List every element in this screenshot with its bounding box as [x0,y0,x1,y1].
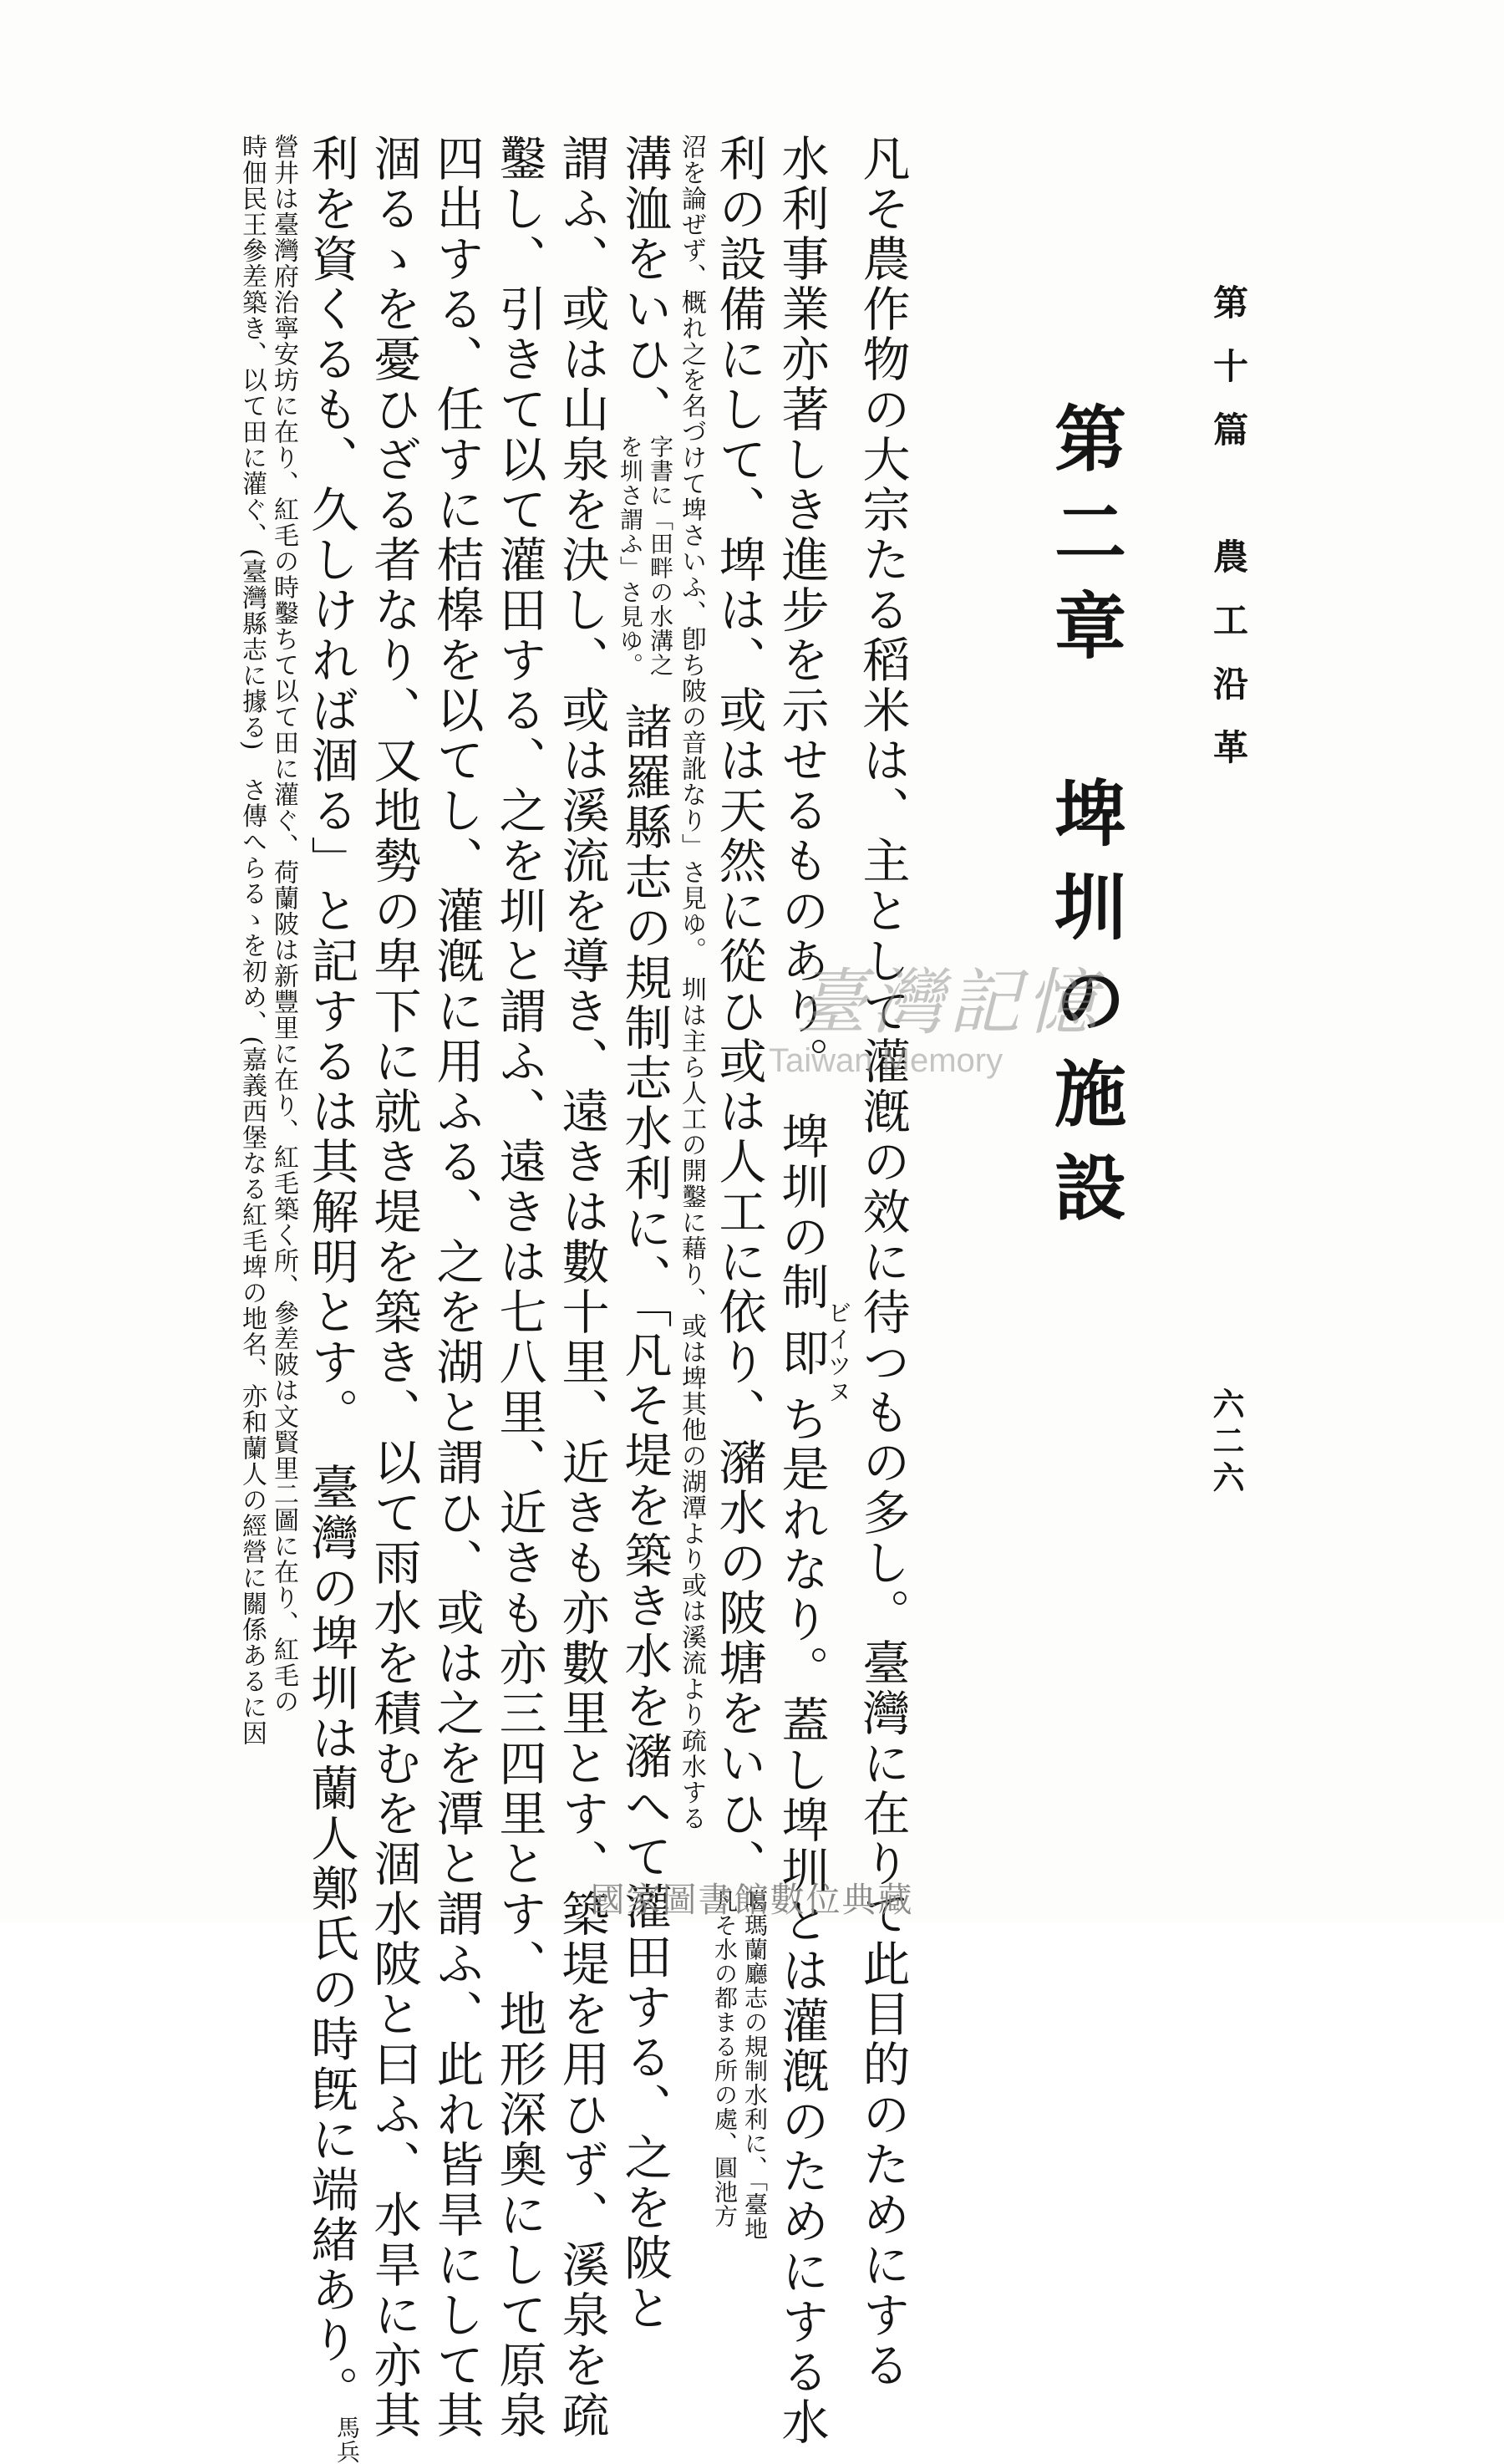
text-column-note: 時佃民王參差築き、以て田に灌ぐ、(臺灣縣志に據る) さ傳へらるゝを初め、(嘉義西堡なる紅毛埤の地名、亦和蘭人の經營に關係あるに因 [237,134,267,1747]
text-column-note: 沼を論ぜず、概れ之を名づけて埤さいふ、卽ち陂の音訛なり」さ見ゆ。 圳は主ら人工の開鑿に藉り、或は埤其他の湖潭より或は溪流より疏水する [677,134,706,1831]
inline-note: 馬兵 [333,2416,361,2464]
text-column: 四出する、任すに桔槔を以てし、灌漑に用ふる、之を湖と謂ひ、或は之を潭と謂ふ、此れ皆旱にして其 [429,134,484,2441]
page-number: 六二六 [1207,1387,1245,1498]
note-line: を圳さ謂ふ」さ見ゆ。 [617,435,644,677]
text-run: 溝洫をいひ、 [617,134,672,435]
running-header: 第十篇 農工沿革 [1208,284,1249,792]
text-column: 鑿し、引きて以て灌田する、之を圳と謂ふ、遠きは七八里、近きも亦三四里とす、地形深奧にして原泉 [491,134,546,2441]
text-column [299,134,362,2464]
watermark-text: 臺灣記憶 [795,961,1102,1045]
ruby-base: 即 [774,1301,829,1406]
text-run: ち是れなり。蓋し埤圳とは灌漑のためにする水 [774,1394,829,2447]
note-line: 字書に「田畔の水溝之 [647,435,674,677]
text-run: 利の設備にして、埤は、或は天然に從ひ或は人工に依り、瀦水の陂塘をいひ、 [711,134,766,1889]
text-column-note: 營井は臺灣府治寧安坊に在り、紅毛の時鑿ちて以て田に灌ぐ、荷蘭陂は新豐里に在り、紅毛築く所、參差陂は文賢里二圖に在り、紅毛の [269,134,298,1714]
note-line: 凡そ水の都まる所の處、圓池方 [711,1889,739,2228]
text-column: 凡そ農作物の大宗たる稻米は、主として灌漑の效に待つもの多し。臺灣に在りて此目的のためにする [855,134,910,2390]
footer-credit: 國家圖書館數位典藏 [590,1880,914,1920]
text-column: 謂ふ、或は山泉を決し、或は溪流を導き、遠きは數十里、近きも亦數里とす、築堤を用ひず、溪泉を疏 [554,134,609,2441]
text-column [612,134,675,2334]
text-run: 水利事業亦著しき進步を示せるものあり。 [774,134,829,1087]
chapter-title: 第二章 埤圳の施設 [1042,401,1126,1244]
note-line: 噶瑪蘭廳志の規制水利に、「臺地 [741,1889,769,2241]
text-column [770,134,852,2447]
ruby-text: ビイツヌ [824,1301,852,1406]
ruby-annotation [774,1301,852,1406]
watermark-subtext: Taiwan Memory [769,1042,1004,1079]
inline-note [615,435,675,677]
text-column [707,134,770,2241]
text-run: 臺灣の埤圳は蘭人鄭氏の時旣に端緒あり。 [303,1463,358,2416]
text-run: 利を資くるも、久しければ涸る」と記するは其解明とす。 [303,134,358,1438]
text-run: 埤圳の制 [774,1112,829,1312]
inline-note [709,1889,770,2241]
text-run: 諸羅縣志の規制志水利に、「凡そ堤を築き水を瀦へて灌田する、之を陂と [617,702,672,2334]
text-column: 涸るゝを憂ひざる者なり、又地勢の卑下に就き堤を築き、以て雨水を積むを涸水陂と曰ふ、水旱に亦其 [366,134,421,2441]
